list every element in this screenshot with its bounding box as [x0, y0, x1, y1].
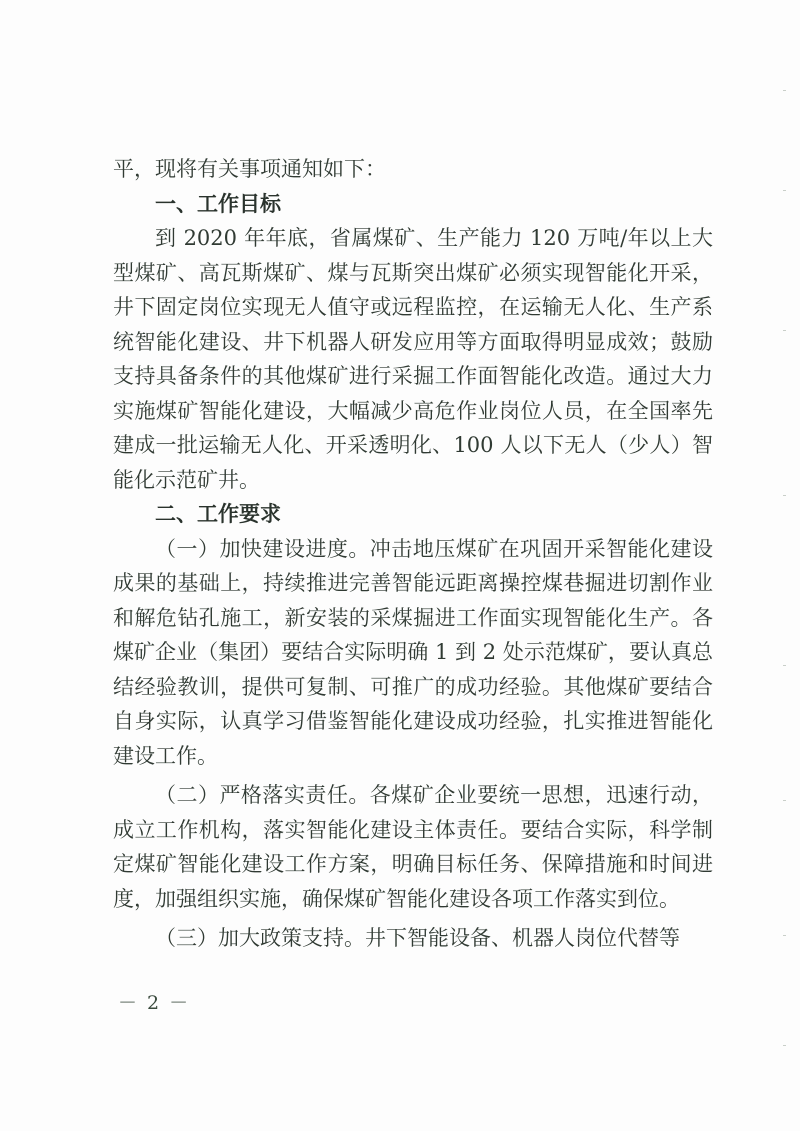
scan-edge-mark: [783, 495, 786, 496]
paragraph-accelerate-progress: （一）加快建设进度。冲击地压煤矿在巩固开采智能化建设成果的基础上，持续推进完善智能远距离操控煤巷掘进切割作业和解危钻孔施工，新安装的采煤掘进工作面实现智能化生产。各煤矿企业（集团）要结合实际明确 1 到 2 处示范煤矿，要认真总结经验教训，提供可复制、可推广的成功经验。其他煤矿要结合自身实际，认真学习借鉴智能化建设成功经验，扎实推进智能化建设工作。: [113, 536, 713, 768]
scan-edge-mark: [783, 1045, 786, 1046]
scan-edge-mark: [783, 330, 786, 331]
paragraph-policy-support: （三）加大政策支持。井下智能设备、机器人岗位代替等: [155, 926, 680, 950]
section-heading-work-goals: 一、工作目标: [155, 191, 281, 216]
intro-text: 平，现将有关事项通知如下：: [113, 157, 386, 181]
page-number: － 2 －: [118, 992, 191, 1014]
scan-edge-mark: [783, 665, 786, 666]
scan-edge-mark: [783, 935, 786, 936]
paragraph-implement-responsibility: （二）严格落实责任。各煤矿企业要统一思想，迅速行动，成立工作机构，落实智能化建设主体责任。要结合实际，科学制定煤矿智能化建设工作方案，明确目标任务、保障措施和时间进度，加强组织实施，确保煤矿智能化建设各项工作落实到位。: [113, 783, 713, 911]
section-heading-work-requirements: 二、工作要求: [155, 502, 281, 526]
document-body: [113, 152, 713, 956]
scan-edge-mark: [783, 800, 786, 801]
paragraph-work-goals: 到 2020 年年底，省属煤矿、生产能力 120 万吨/年以上大型煤矿、高瓦斯煤矿、煤与瓦斯突出煤矿必须实现智能化开采，井下固定岗位实现无人值守或远程监控，在运输无人化、生产系统智能化建设、井下机器人研发应用等方面取得明显成效；鼓励支持具备条件的其他煤矿进行采掘工作面智能化改造。通过大力实施煤矿智能化建设，大幅减少高危作业岗位人员，在全国率先建成一批运输无人化、开采透明化、100 人以下无人（少人）智能化示范矿井。: [113, 226, 713, 492]
scan-edge-mark: [783, 190, 786, 191]
scan-edge-mark: [783, 90, 786, 91]
